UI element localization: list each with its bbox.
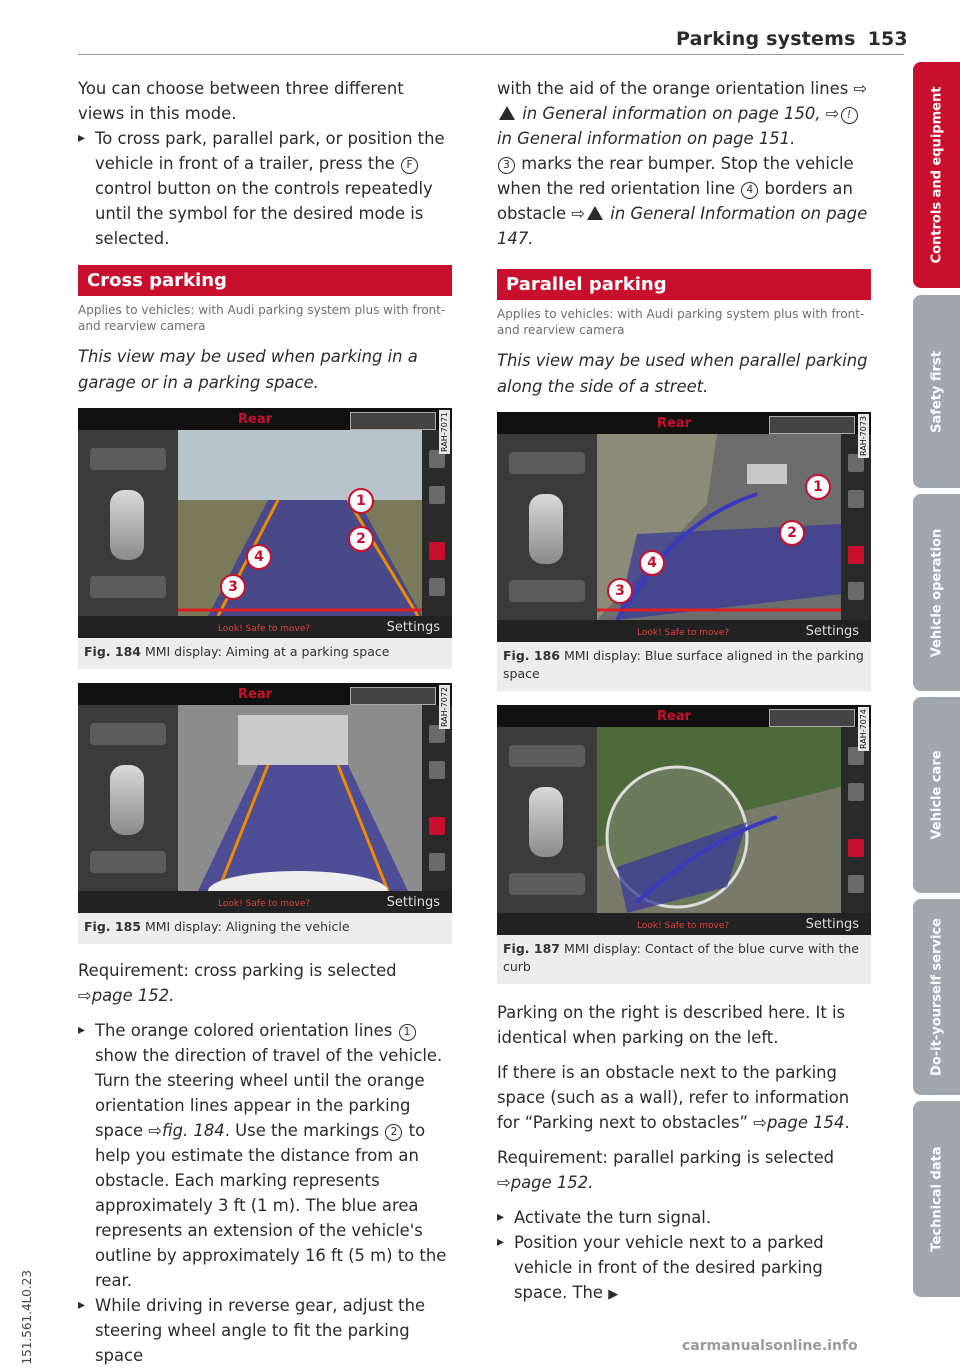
section-title-parallel-parking: Parallel parking	[497, 269, 871, 300]
figure-caption	[78, 913, 452, 944]
marker-1: 1	[348, 488, 374, 514]
status-bar	[78, 616, 452, 638]
caption-text: MMI display: Aligning the vehicle	[144, 919, 350, 934]
para-obstacle: If there is an obstacle next to the parking space (such as a wall), refer to information for “Parking next to obstacles” ⇨page 154.	[497, 1063, 850, 1132]
bullet-select-mode	[78, 126, 452, 251]
figure-184	[78, 408, 452, 669]
camera-view	[178, 430, 422, 616]
parking-sensor-panel	[78, 430, 178, 616]
settings-label: Settings	[386, 895, 440, 910]
rear-label: Rear	[238, 412, 273, 427]
mmi-display	[497, 412, 871, 642]
marker-3: 3	[220, 574, 246, 600]
bullet-text: to help you estimate the distance from an obstacle. Each marking represents approximately 3 ft (1 m). The blue area represents an extension of the vehicle's outline by approximately 16 ft (5 m) to the rear.	[95, 1121, 447, 1290]
tab-label: Technical data	[929, 1146, 944, 1252]
right-icon-rail	[422, 705, 452, 891]
right-icon-rail	[841, 727, 871, 913]
tab-label: Vehicle operation	[929, 528, 944, 657]
bullet-orange-lines	[78, 1018, 452, 1293]
mode-icons	[350, 412, 436, 430]
continue-arrow-icon: ▶	[608, 1287, 619, 1302]
warning-icon	[587, 206, 603, 220]
requirement-cross	[78, 958, 452, 1008]
figure-caption	[497, 642, 871, 691]
mmi-display	[78, 408, 452, 638]
caption-text: MMI display: Aiming at a parking space	[144, 644, 390, 659]
lead-text: This view may be used when parking in a garage or in a parking space.	[78, 347, 418, 392]
bullet-turn-signal: ▸ Activate the turn signal.	[497, 1205, 871, 1230]
camera-view	[597, 434, 841, 620]
tab-label: Do-it-yourself service	[929, 918, 944, 1076]
camera-view	[178, 705, 422, 891]
req-text: Requirement: parallel parking is selected	[497, 1148, 835, 1167]
left-column	[78, 76, 452, 1368]
req-text: Requirement: cross parking is selected	[78, 961, 397, 980]
f-button-icon: F	[401, 157, 418, 174]
marker-ref-4: 4	[741, 182, 758, 199]
rear-label: Rear	[238, 687, 273, 702]
figure-caption	[78, 638, 452, 669]
page-number: 153	[867, 28, 908, 50]
mmi-display	[78, 683, 452, 913]
bullet-text: . Use the markings	[224, 1121, 385, 1140]
body-text: borders an obstacle	[497, 179, 853, 223]
requirement-parallel	[497, 1145, 871, 1195]
tab-controls[interactable]	[913, 62, 960, 288]
figure-187	[497, 705, 871, 984]
warning-text: Look! Safe to move?	[218, 899, 311, 909]
mode-icons	[769, 709, 855, 727]
body-text: marks the rear bumper. Stop the vehicle when the red orientation line	[497, 154, 854, 198]
fig-ref-link[interactable]: ⇨fig. 184	[148, 1121, 225, 1140]
ref-text: in General Information on page 147.	[497, 204, 868, 248]
marker-ref-1: 1	[399, 1024, 416, 1041]
parking-sensor-panel	[497, 434, 597, 620]
continued-text	[497, 76, 871, 251]
bullet-text: show the direction of travel of the vehicle. Turn the steering wheel until the orange orientation lines appear in the parking space	[95, 1046, 443, 1140]
fig-ref-text: fig. 184	[162, 1121, 225, 1140]
caption-text: MMI display: Blue surface aligned in the parking space	[503, 648, 864, 681]
tab-technical-data[interactable]	[913, 1101, 960, 1297]
camera-view	[597, 727, 841, 913]
status-bar	[497, 620, 871, 642]
para-right-side: Parking on the right is described here. It is identical when parking on the left.	[497, 1003, 846, 1047]
marker-1: 1	[805, 474, 831, 500]
warning-text: Look! Safe to move?	[218, 624, 311, 634]
ref-text: in General information on page 151.	[497, 129, 796, 148]
figure-code: RAH-7072	[440, 687, 449, 727]
body-text: with the aid of the orange orientation lines	[497, 79, 854, 98]
mode-icons	[769, 416, 855, 434]
marker-4: 4	[246, 544, 272, 570]
caption-number: Fig. 185	[84, 919, 141, 934]
warning-icon	[499, 106, 515, 120]
figure-caption	[497, 935, 871, 984]
running-header	[676, 28, 908, 50]
caption-number: Fig. 186	[503, 648, 560, 663]
marker-2: 2	[779, 520, 805, 546]
settings-label: Settings	[805, 624, 859, 639]
tab-label: Controls and equipment	[929, 86, 944, 264]
page-ref-text: page 152	[91, 986, 170, 1005]
figure-code: RAH-7073	[859, 416, 868, 456]
mmi-display	[497, 705, 871, 935]
bullet-text: Position your vehicle next to a parked vehicle in front of the desired parking space. The	[514, 1233, 824, 1302]
caption-number: Fig. 184	[84, 644, 141, 659]
watermark: carmanualsonline.info	[682, 1338, 858, 1354]
bullet-text: The orange colored orientation lines	[95, 1021, 398, 1040]
caption-number: Fig. 187	[503, 941, 560, 956]
note-ref-link[interactable]: ⇨ ! in General information on page 151.	[497, 104, 859, 148]
warning-text: Look! Safe to move?	[637, 921, 730, 931]
figure-185	[78, 683, 452, 944]
bullet-text: control button on the controls repeatedly until the symbol for the desired mode is selected.	[95, 179, 433, 248]
car-icon	[110, 490, 144, 560]
rear-label: Rear	[657, 416, 692, 431]
page-ref-link[interactable]: ⇨page 152.	[78, 986, 175, 1005]
bullet-reverse: ▸ While driving in reverse gear, adjust the steering wheel angle to fit the parking space	[78, 1293, 452, 1368]
car-icon	[529, 787, 563, 857]
page-ref-text: page 152	[510, 1173, 589, 1192]
marker-ref-3: 3	[498, 157, 515, 174]
tab-label: Vehicle care	[929, 750, 944, 840]
parking-sensor-panel	[78, 705, 178, 891]
bullet-text: To cross park, parallel park, or position the vehicle in front of a trailer, press the	[95, 129, 445, 173]
document-id: 151.561.4L0.23	[20, 1270, 34, 1365]
settings-label: Settings	[805, 917, 859, 932]
marker-2: 2	[348, 526, 374, 552]
tab-vehicle-operation[interactable]	[913, 494, 960, 691]
lead-text: This view may be used when parallel parking along the side of a street.	[497, 351, 868, 396]
marker-ref-2: 2	[385, 1124, 402, 1141]
applies-note: Applies to vehicles: with Audi parking system plus with front- and rearview camera	[497, 307, 865, 337]
figure-code: RAH-7074	[859, 709, 868, 749]
page-ref-text: page 154	[766, 1113, 845, 1132]
note-icon: !	[841, 107, 858, 124]
bullet-position	[497, 1230, 871, 1307]
warning-ref-link[interactable]: ⇨ in General Information on page 147.	[497, 204, 868, 248]
right-column	[497, 76, 871, 1307]
header-rule	[78, 54, 904, 55]
page-ref-link[interactable]: ⇨page 154	[753, 1113, 845, 1132]
ref-text: in General information on page 150,	[522, 104, 821, 123]
status-bar	[497, 913, 871, 935]
tab-diy-service[interactable]	[913, 899, 960, 1095]
applies-note: Applies to vehicles: with Audi parking system plus with front- and rearview camera	[78, 303, 446, 333]
right-icon-rail	[422, 430, 452, 616]
figure-code: RAH-7071	[440, 412, 449, 452]
settings-label: Settings	[386, 620, 440, 635]
rear-label: Rear	[657, 709, 692, 724]
marker-3: 3	[607, 578, 633, 604]
header-section: Parking systems	[676, 28, 856, 50]
intro-text: You can choose between three different views in this mode.	[78, 79, 404, 123]
caption-text: MMI display: Contact of the blue curve with the curb	[503, 941, 859, 974]
section-title-cross-parking: Cross parking	[78, 265, 452, 296]
mode-icons	[350, 687, 436, 705]
figure-186	[497, 412, 871, 691]
right-icon-rail	[841, 434, 871, 620]
status-bar	[78, 891, 452, 913]
marker-4: 4	[639, 550, 665, 576]
body-text: If there is an obstacle next to the parking space (such as a wall), refer to information for “Parking next to obstacles”	[497, 1063, 850, 1132]
car-icon	[110, 765, 144, 835]
parking-sensor-panel	[497, 727, 597, 913]
page-ref-link[interactable]: ⇨page 152.	[497, 1173, 594, 1192]
car-icon	[529, 494, 563, 564]
tab-vehicle-care[interactable]	[913, 697, 960, 893]
warning-text: Look! Safe to move?	[637, 628, 730, 638]
warning-ref-link[interactable]: ⇨ in General information on page 150,	[497, 79, 867, 123]
tab-label: Safety first	[929, 350, 944, 433]
tab-safety[interactable]	[913, 295, 960, 488]
